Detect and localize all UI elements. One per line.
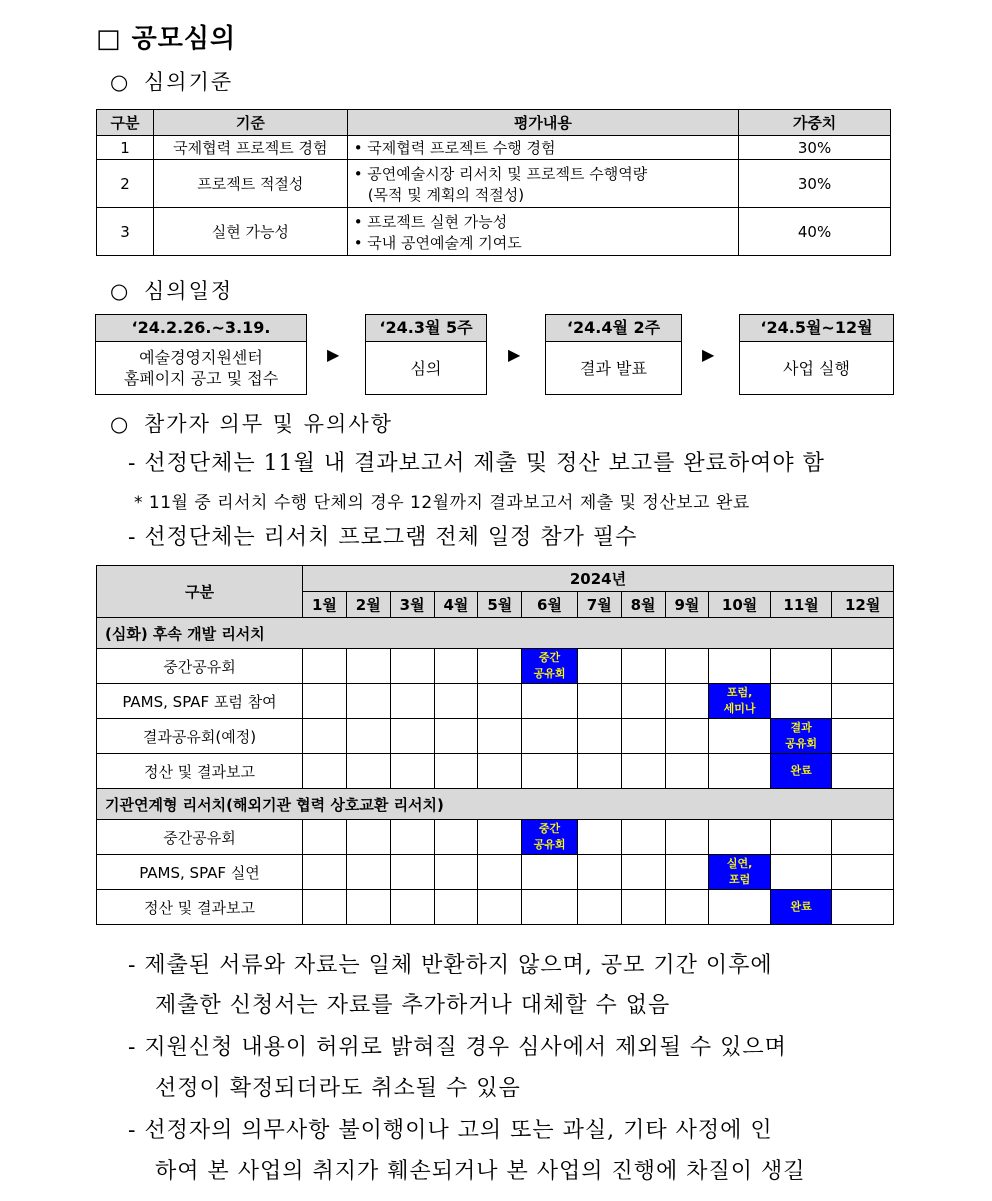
duty-item: - 선정단체는 리서치 프로그램 전체 일정 참가 필수	[128, 525, 638, 550]
circle-bullet-icon: ○	[110, 70, 131, 94]
gantt-cell	[665, 719, 709, 754]
gantt-bar	[709, 855, 771, 890]
gantt-cell	[390, 719, 434, 754]
gantt-cell	[770, 820, 832, 855]
gantt-cell	[346, 855, 390, 890]
criteria-item: • 공연예술시장 리서치 및 프로젝트 수행역량	[353, 164, 648, 183]
gantt-cell	[665, 820, 709, 855]
gantt-bar-label: 포럼,	[726, 686, 753, 699]
gantt-cell	[303, 649, 347, 684]
gantt-row-label: 정산 및 결과보고	[97, 890, 303, 925]
gantt-cell	[665, 649, 709, 684]
schedule-date: ‘24.4월 2주	[546, 315, 681, 342]
gantt-row	[97, 754, 894, 789]
gantt-row-label: PAMS, SPAF 실연	[97, 855, 303, 890]
gantt-bar-label: 공유회	[533, 838, 566, 851]
gantt-cell	[577, 649, 621, 684]
criteria-name: 실현 가능성	[153, 208, 347, 256]
gantt-cell	[303, 855, 347, 890]
gantt-cell	[478, 820, 522, 855]
gantt-row-label: 결과공유회(예정)	[97, 719, 303, 754]
gantt-cell	[665, 684, 709, 719]
gantt-cell	[832, 719, 894, 754]
gantt-section-title: 기관연계형 리서치(해외기관 협력 상호교환 리서치)	[97, 789, 894, 820]
gantt-cell	[478, 754, 522, 789]
gantt-cell	[621, 684, 665, 719]
gantt-cell	[522, 855, 578, 890]
duty-title	[110, 408, 393, 438]
criteria-weight: 30%	[739, 136, 891, 160]
gantt-cell	[621, 649, 665, 684]
gantt-cell	[434, 820, 478, 855]
schedule-desc-line: 홈페이지 공고 및 접수	[123, 369, 279, 388]
gantt-cell	[434, 754, 478, 789]
gantt-cell	[390, 684, 434, 719]
gantt-bar-label: 완료	[790, 764, 812, 777]
gantt-cell	[478, 719, 522, 754]
gantt-cell	[303, 684, 347, 719]
gantt-row	[97, 649, 894, 684]
gantt-cell	[390, 820, 434, 855]
paragraph-line: - 선정자의 의무사항 불이행이나 고의 또는 과실, 기타 사정에 인	[128, 1118, 773, 1143]
col-header-weight: 가중치	[739, 110, 891, 136]
gantt-cell	[665, 890, 709, 925]
paragraph-line: 제출한 신청서는 자료를 추가하거나 대체할 수 없음	[155, 993, 671, 1018]
gantt-cell	[303, 719, 347, 754]
duty-item: - 선정단체는 11월 내 결과보고서 제출 및 정산 보고를 완료하여야 함	[128, 451, 825, 476]
table-row	[97, 208, 891, 256]
gantt-month-header: 9월	[665, 592, 709, 618]
gantt-bar	[522, 649, 578, 684]
criteria-items	[347, 160, 738, 208]
gantt-cell	[665, 855, 709, 890]
paragraph-line: 선정이 확정되더라도 취소될 수 있음	[155, 1076, 521, 1101]
arrow-right-icon: ▶	[508, 345, 521, 364]
gantt-cell	[390, 754, 434, 789]
gantt-section-row	[97, 618, 894, 649]
schedule-date: ‘24.5월~12월	[740, 315, 893, 342]
gantt-cell	[709, 820, 771, 855]
gantt-bar-label: 중간	[538, 651, 561, 664]
gantt-rows-section1	[97, 649, 894, 789]
gantt-month-header: 7월	[577, 592, 621, 618]
gantt-cell	[303, 890, 347, 925]
schedule-step-2	[365, 314, 487, 395]
gantt-bar	[770, 719, 832, 754]
gantt-cell	[346, 890, 390, 925]
criteria-name: 프로젝트 적절성	[153, 160, 347, 208]
gantt-cell	[577, 890, 621, 925]
criteria-item: (목적 및 계획의 적절성)	[367, 185, 525, 204]
gantt-section-title: (심화) 후속 개발 리서치	[97, 618, 894, 649]
gantt-row	[97, 684, 894, 719]
gantt-month-header: 1월	[303, 592, 347, 618]
gantt-cell	[434, 890, 478, 925]
gantt-bar-label: 세미나	[723, 702, 756, 715]
gantt-row	[97, 890, 894, 925]
gantt-bar-label: 공유회	[533, 667, 566, 680]
gantt-month-header: 2월	[346, 592, 390, 618]
criteria-no: 1	[97, 136, 154, 160]
circle-bullet-icon: ○	[110, 412, 131, 436]
schedule-title	[110, 275, 233, 305]
gantt-row-label: PAMS, SPAF 포럼 참여	[97, 684, 303, 719]
gantt-table	[96, 565, 894, 925]
gantt-month-header: 10월	[709, 592, 771, 618]
gantt-cell	[709, 890, 771, 925]
gantt-cell	[832, 754, 894, 789]
arrow-right-icon: ▶	[702, 345, 715, 364]
gantt-bar-label: 결과	[790, 721, 812, 734]
gantt-cell	[577, 684, 621, 719]
gantt-cell	[390, 855, 434, 890]
col-header-evaluation: 평가내용	[347, 110, 738, 136]
gantt-cell	[832, 855, 894, 890]
schedule-desc: 사업 실행	[783, 358, 850, 378]
gantt-cell	[522, 684, 578, 719]
duty-title-text: 참가자 의무 및 유의사항	[144, 412, 393, 436]
schedule-step-3	[545, 314, 682, 395]
gantt-cell	[621, 754, 665, 789]
gantt-cell	[478, 890, 522, 925]
gantt-header-row	[97, 566, 894, 592]
gantt-bar-label: 완료	[790, 900, 812, 913]
criteria-item: • 국내 공연예술계 기여도	[353, 233, 522, 252]
criteria-weight: 30%	[739, 160, 891, 208]
gantt-rows-section2	[97, 820, 894, 925]
criteria-table	[96, 109, 891, 256]
gantt-cell	[522, 890, 578, 925]
gantt-row-label: 중간공유회	[97, 649, 303, 684]
gantt-row	[97, 719, 894, 754]
gantt-cell	[709, 649, 771, 684]
gantt-cell	[478, 649, 522, 684]
gantt-bar-label: 포럼	[728, 873, 751, 886]
col-header-criteria: 기준	[153, 110, 347, 136]
gantt-cell	[346, 754, 390, 789]
gantt-cell	[709, 754, 771, 789]
gantt-bar	[770, 754, 832, 789]
gantt-row	[97, 820, 894, 855]
gantt-year: 2024년	[303, 566, 894, 592]
gantt-cell	[577, 855, 621, 890]
gantt-cell	[478, 855, 522, 890]
gantt-month-header: 11월	[770, 592, 832, 618]
criteria-header-row	[97, 110, 891, 136]
gantt-month-header: 5월	[478, 592, 522, 618]
gantt-cell	[434, 719, 478, 754]
gantt-month-header: 3월	[390, 592, 434, 618]
gantt-cell	[709, 719, 771, 754]
gantt-cell	[832, 890, 894, 925]
gantt-month-header: 6월	[522, 592, 578, 618]
gantt-cell	[770, 855, 832, 890]
gantt-cell	[522, 754, 578, 789]
schedule-step-4	[739, 314, 894, 395]
gantt-cell	[522, 719, 578, 754]
arrow-right-icon: ▶	[327, 345, 340, 364]
criteria-item: • 프로젝트 실현 가능성	[353, 212, 508, 231]
gantt-row-label: 정산 및 결과보고	[97, 754, 303, 789]
gantt-bar	[522, 820, 578, 855]
gantt-bar	[770, 890, 832, 925]
criteria-weight: 40%	[739, 208, 891, 256]
criteria-no: 3	[97, 208, 154, 256]
gantt-cell	[390, 890, 434, 925]
criteria-title-text: 심의기준	[144, 70, 234, 94]
schedule-desc-line: 예술경영지원센터	[139, 348, 263, 367]
circle-bullet-icon: ○	[110, 279, 131, 303]
gantt-bar	[709, 684, 771, 719]
gantt-cell	[346, 719, 390, 754]
gantt-bar-label: 공유회	[785, 737, 818, 750]
gantt-cell	[621, 719, 665, 754]
gantt-cell	[303, 820, 347, 855]
gantt-cell	[832, 820, 894, 855]
schedule-step-1	[95, 314, 307, 395]
gantt-cell	[346, 649, 390, 684]
criteria-no: 2	[97, 160, 154, 208]
criteria-items	[347, 208, 738, 256]
criteria-name: 국제협력 프로젝트 경험	[153, 136, 347, 160]
paragraph-line: 하여 본 사업의 취지가 훼손되거나 본 사업의 진행에 차질이 생길	[155, 1159, 806, 1184]
gantt-cell	[770, 649, 832, 684]
gantt-row	[97, 855, 894, 890]
gantt-month-header: 8월	[621, 592, 665, 618]
gantt-cell	[665, 754, 709, 789]
gantt-cell	[577, 820, 621, 855]
criteria-title	[110, 66, 233, 96]
gantt-cell	[621, 820, 665, 855]
gantt-cell	[832, 649, 894, 684]
gantt-cell	[621, 890, 665, 925]
table-row	[97, 160, 891, 208]
gantt-cell	[346, 820, 390, 855]
paragraph-line: - 제출된 서류와 자료는 일체 반환하지 않으며, 공모 기간 이후에	[128, 953, 773, 978]
gantt-cell	[434, 649, 478, 684]
gantt-cell	[434, 855, 478, 890]
schedule-desc: 결과 발표	[580, 358, 647, 378]
gantt-cell	[434, 684, 478, 719]
gantt-section-row	[97, 789, 894, 820]
gantt-bar-label: 실연,	[726, 857, 753, 870]
gantt-month-header: 12월	[832, 592, 894, 618]
paragraph-line: - 지원신청 내용이 허위로 밝혀질 경우 심사에서 제외될 수 있으며	[128, 1035, 787, 1060]
gantt-cell	[303, 754, 347, 789]
schedule-desc	[96, 342, 306, 394]
gantt-cell	[577, 719, 621, 754]
gantt-row-label: 중간공유회	[97, 820, 303, 855]
gantt-cell	[770, 684, 832, 719]
schedule-desc: 심의	[410, 358, 442, 378]
gantt-header-label: 구분	[97, 566, 303, 618]
col-header-no: 구분	[97, 110, 154, 136]
gantt-cell	[478, 684, 522, 719]
table-row	[97, 136, 891, 160]
gantt-cell	[832, 684, 894, 719]
gantt-cell	[390, 649, 434, 684]
page-title: □ 공모심의	[96, 24, 237, 54]
schedule-date: ‘24.2.26.~3.19.	[96, 315, 306, 342]
schedule-date: ‘24.3월 5주	[366, 315, 486, 342]
duty-note: * 11월 중 리서치 수행 단체의 경우 12월까지 결과보고서 제출 및 정산보고 완료	[134, 493, 750, 513]
criteria-item: • 국제협력 프로젝트 수행 경험	[347, 136, 738, 160]
gantt-bar-label: 중간	[538, 822, 561, 835]
gantt-cell	[621, 855, 665, 890]
gantt-month-header: 4월	[434, 592, 478, 618]
gantt-cell	[577, 754, 621, 789]
schedule-title-text: 심의일정	[144, 279, 234, 303]
gantt-cell	[346, 684, 390, 719]
